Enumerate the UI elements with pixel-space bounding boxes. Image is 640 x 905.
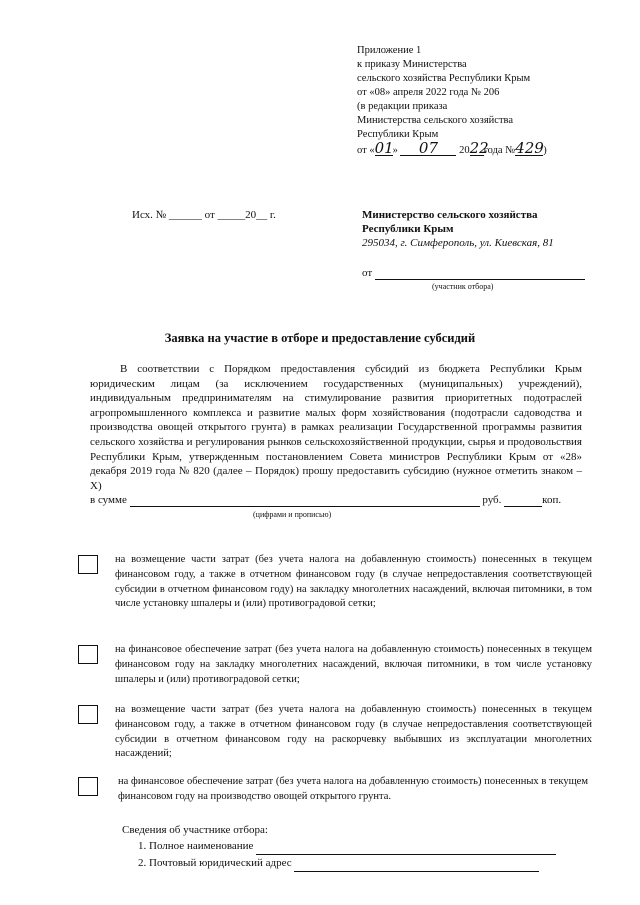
header-date-line: от «01» 07 2022года №429) (357, 139, 547, 157)
from-caption: (участник отбора) (432, 282, 494, 291)
header-line: от «08» апреля 2022 года № 206 (357, 87, 500, 98)
handwritten-number: 429 (515, 139, 544, 157)
info-item-1: 1. Полное наименование (122, 838, 556, 855)
info-item-2: 2. Почтовый юридический адрес (122, 855, 556, 872)
sum-blank (130, 494, 480, 507)
sum-line: в сумме руб. коп. (90, 494, 562, 506)
option-text-1: на возмещение части затрат (без учета налога на добавленную стоимость) понесенных в текущем финансовом году, а также в отчетном финансовом году (в случае непредоставления соответствующей субсидии в отчетном финансовом году) на закладку многолетних насаждений, включая питомники, в том числе установку шпалеры и (или) противоградовой сетки; (115, 554, 592, 610)
option-text-4: на финансовое обеспечение затрат (без учета налога на добавленную стоимость) понесенных в текущем финансовом году на производство овощей открытого грунта. (118, 776, 588, 802)
header-line: Приложение 1 (357, 45, 422, 56)
sum-caption: (цифрами и прописью) (253, 510, 332, 519)
main-paragraph (90, 362, 582, 493)
full-name-blank[interactable] (256, 838, 556, 855)
option-text-3: на возмещение части затрат (без учета налога на добавленную стоимость) понесенных в текущем финансовом году, а также в отчетном финансовом году (в случае непредоставления соответствующей субсидии в отчетном финансовом году на раскорчевку выбывших из эксплуатации многолетних насаждений; (115, 704, 592, 760)
header-line: (в редакции приказа (357, 101, 448, 112)
option-checkbox-2[interactable] (78, 645, 98, 664)
handwritten-day: 01 (374, 139, 394, 157)
header-line: Республики Крым (357, 129, 439, 140)
participant-info (122, 822, 556, 872)
header-line: к приказу Министерства (357, 59, 467, 70)
header-line: Министерства сельского хозяйства (357, 115, 514, 126)
header-line: сельского хозяйства Республики Крым (357, 73, 531, 84)
postal-address-blank[interactable] (294, 855, 539, 872)
document-title: Заявка на участие в отборе и предоставление субсидий (164, 331, 476, 345)
addressee-block (362, 208, 622, 250)
kop-blank (504, 494, 542, 507)
handwritten-year: 22 (469, 139, 489, 157)
option-checkbox-4[interactable] (78, 777, 98, 796)
from-blank (375, 267, 585, 280)
from-field: от (362, 267, 585, 280)
addressee-line: Республики Крым (362, 223, 454, 235)
addressee-address: 295034, г. Симферополь, ул. Киевская, 81 (362, 237, 554, 249)
option-text-2: на финансовое обеспечение затрат (без учета налога на добавленную стоимость) понесенных в текущем финансовом году на закладку многолетних насаждений, включая питомники, в том числе установку шпалеры и (или) противоградовой сетки; (115, 644, 592, 685)
paragraph-text: В соответствии с Порядком предоставления субсидий из бюджета Республики Крым юридическим лицам (за исключением государственных (муниципальных) учреждений), индивидуальным предпринимателям на стимулирование развития приоритетных подотраслей агропромышленного комплекса и развитие малых форм хозяйствования (подотрасли садоводства и производства овощей открытого грунта) в рамках реализации Государственной программы развития сельского хозяйства и регулирования рынков сельскохозяйственной продукции, сырья и продовольствия Республики Крым, утвержденным постановлением Совета министров Республики Крым от «28» декабря 2019 года № 820 (далее – Порядок) прошу предоставить субсидию (нужное отметить знаком – Х) (90, 363, 582, 492)
info-heading: Сведения об участнике отбора: (122, 824, 268, 836)
outgoing-number: Исх. № ______ от _____20__ г. (132, 209, 276, 221)
appendix-header (357, 44, 587, 158)
option-checkbox-1[interactable] (78, 555, 98, 574)
option-checkbox-3[interactable] (78, 705, 98, 724)
handwritten-month: 07 (400, 141, 456, 156)
addressee-line: Министерство сельского хозяйства (362, 209, 538, 221)
